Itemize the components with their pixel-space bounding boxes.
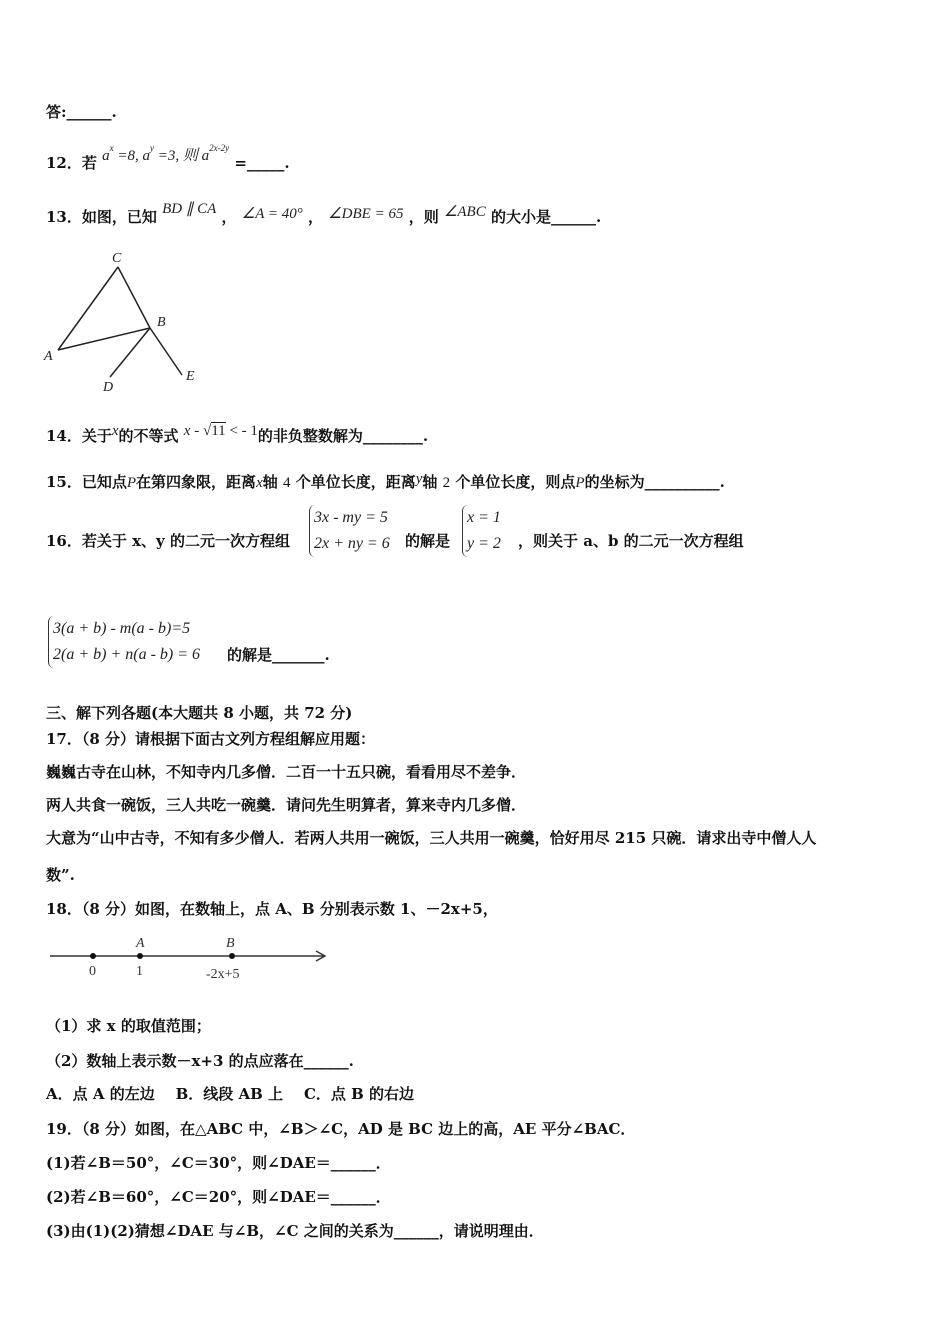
q13-sep2: ， bbox=[307, 208, 323, 226]
q13-condition-angle-dbe: ∠DBE = 65 bbox=[328, 206, 404, 222]
q16-system1: 3x - my = 5 2x + ny = 6 bbox=[309, 505, 390, 557]
q13-blank: 的大小是______. bbox=[490, 208, 602, 226]
question-15: 15．已知点P在第四象限，距离x轴 4 个单位长度，距离y轴 2 个单位长度，则点P的坐标为__________. bbox=[46, 471, 725, 491]
label-b: B bbox=[157, 315, 166, 330]
q16-solution: x = 1 y = 2 bbox=[462, 505, 501, 557]
point-a bbox=[137, 953, 143, 959]
tick-label-1: 1 bbox=[136, 964, 143, 979]
q13-sep3: ，则 bbox=[408, 208, 439, 226]
q13-condition-angle-a: ∠A = 40° bbox=[241, 206, 303, 222]
q17-heading: 17．（8 分）请根据下面古文列方程组解应用题： bbox=[46, 730, 376, 748]
q18-options: A．点 A 的左边 B．线段 AB 上 C．点 B 的右边 bbox=[46, 1085, 414, 1103]
q17-meaning-line2: 数”. bbox=[46, 866, 75, 884]
section-3-heading: 三、解下列各题(本大题共 8 小题，共 72 分) bbox=[46, 704, 353, 722]
q14-variable: x bbox=[111, 423, 119, 439]
line-cb bbox=[118, 267, 150, 328]
point-b bbox=[229, 953, 235, 959]
q14-blank: 的非负整数解为________. bbox=[257, 427, 429, 445]
tick-label-b: -2x+5 bbox=[206, 967, 240, 982]
q16-blank: 的解是_______. bbox=[227, 646, 330, 664]
q15-blank: 的坐标为__________. bbox=[584, 473, 725, 491]
q19-heading: 19．（8 分）如图，在△ABC 中，∠B＞∠C，AD 是 BC 边上的高，AE 平分∠BAC． bbox=[46, 1120, 636, 1138]
label-d: D bbox=[103, 380, 114, 395]
label-e: E bbox=[186, 369, 195, 384]
q19-sub3: (3)由(1)(2)猜想∠DAE 与∠B，∠C 之间的关系为______，请说明理由． bbox=[46, 1222, 544, 1240]
q13-prefix: 13．如图，已知 bbox=[46, 208, 157, 226]
point-origin bbox=[90, 953, 96, 959]
q19-sub1: (1)若∠B＝50°，∠C＝30°，则∠DAE＝______． bbox=[46, 1154, 391, 1172]
label-a: A bbox=[44, 349, 53, 364]
question-14 bbox=[46, 423, 429, 447]
tick-label-0: 0 bbox=[89, 964, 96, 979]
q16-system2: 3(a + b) - m(a - b)=5 2(a + b) + n(a - b) = 6 bbox=[48, 616, 200, 668]
q18-sub2: （2）数轴上表示数－x+3 的点应落在______. bbox=[46, 1052, 354, 1070]
question-13 bbox=[46, 201, 602, 228]
label-c: C bbox=[112, 251, 122, 266]
q18-sub1: （1）求 x 的取值范围； bbox=[46, 1017, 211, 1035]
label-a: A bbox=[136, 936, 145, 951]
q12-prefix: 12．若 bbox=[46, 154, 97, 172]
q13-angle-abc: ∠ABC bbox=[443, 204, 486, 220]
line-bd bbox=[110, 328, 150, 377]
q18-number-line bbox=[46, 930, 336, 985]
q13-condition-parallel: BD ∥ CA bbox=[162, 201, 217, 217]
q19-sub2: (2)若∠B＝60°，∠C＝20°，则∠DAE＝______． bbox=[46, 1188, 391, 1206]
q12-blank: =_____. bbox=[234, 154, 290, 172]
q17-poem-line2: 两人共食一碗饭，三人共吃一碗羹．请问先生明算者，算来寺内几多僧． bbox=[46, 796, 527, 814]
line-be bbox=[150, 328, 182, 375]
q15-point-p: P bbox=[126, 475, 137, 491]
q13-geometry-figure bbox=[40, 245, 220, 395]
question-12 bbox=[46, 143, 290, 174]
q14-prefix: 14．关于 bbox=[46, 427, 112, 445]
q16-solution-label: 的解是 bbox=[405, 532, 451, 550]
question-16-line1: 16．若关于 x、y 的二元一次方程组 bbox=[46, 532, 290, 550]
q14-mid: 的不等式 bbox=[118, 427, 179, 445]
q18-heading: 18．（8 分）如图，在数轴上，点 A、B 分别表示数 1、－2x+5， bbox=[46, 900, 498, 918]
q16-line1-tail: ，则关于 a、b 的二元一次方程组 bbox=[518, 532, 744, 550]
q17-meaning-line1: 大意为“山中古寺，不知有多少僧人．若两人共用一碗饭，三人共用一碗羹，恰好用尽 215 只碗．请求出寺中僧人人 bbox=[46, 829, 817, 847]
q12-expression: $a^x =8$, $a^y =3$, 则 $a^{2x-2y}$ bbox=[102, 143, 230, 164]
q13-sep1: ， bbox=[221, 208, 237, 226]
label-b: B bbox=[226, 936, 235, 951]
q14-inequality: x - √11 < - 1 bbox=[183, 423, 258, 439]
q17-poem-line1: 巍巍古寺在山林，不知寺内几多僧．二百一十五只碗，看看用尽不差争． bbox=[46, 763, 527, 781]
q11-answer-line: 答:______. bbox=[46, 103, 117, 121]
